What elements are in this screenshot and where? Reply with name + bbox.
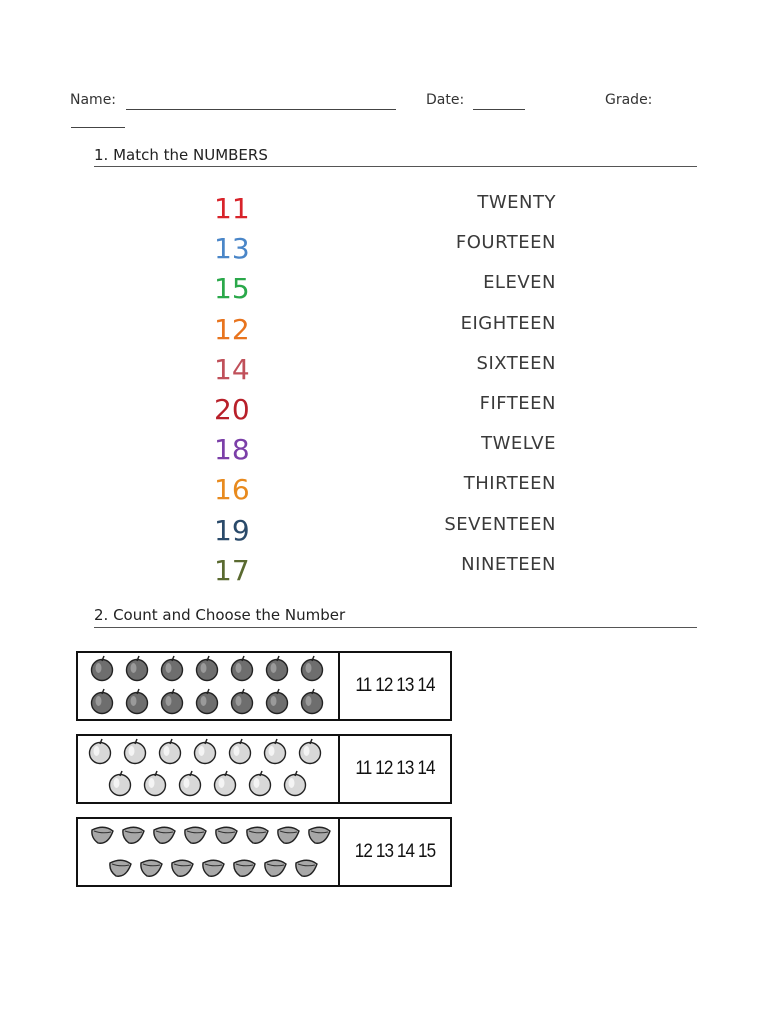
apple-icon	[230, 739, 251, 764]
word-item[interactable]: FOURTEEN	[455, 232, 556, 254]
apple-icon	[195, 739, 216, 764]
apple-icon	[250, 771, 271, 796]
apple-icon	[145, 771, 166, 796]
word-item[interactable]: THIRTEEN	[463, 473, 556, 495]
leaf-icon	[216, 827, 237, 843]
dark-apples-picture	[78, 653, 338, 719]
grade-field[interactable]	[71, 113, 125, 128]
apple-icon	[285, 771, 306, 796]
apple-icon	[232, 656, 253, 681]
number-item[interactable]: 17	[214, 553, 250, 587]
word-item[interactable]: NINETEEN	[461, 553, 556, 575]
apple-icon	[127, 656, 148, 681]
light-apples-picture	[78, 736, 338, 802]
row-divider	[338, 653, 340, 719]
row-divider	[338, 736, 340, 802]
count-row-1	[76, 651, 452, 721]
number-item[interactable]: 20	[214, 393, 250, 426]
number-item[interactable]: 15	[214, 272, 250, 306]
date-field[interactable]	[473, 95, 525, 110]
apple-icon	[92, 656, 113, 681]
section2-rule	[94, 627, 697, 628]
apple-icon	[110, 771, 131, 796]
number-item[interactable]: 14	[214, 352, 250, 386]
number-item[interactable]: 19	[214, 513, 250, 547]
number-item[interactable]: 11	[214, 192, 250, 225]
apple-icon	[215, 771, 236, 796]
word-item[interactable]: SEVENTEEN	[444, 513, 556, 535]
name-label: Name:	[70, 92, 117, 108]
leaf-icon	[247, 827, 268, 843]
leaf-icon	[265, 860, 286, 876]
word-item[interactable]: TWENTY	[477, 192, 556, 213]
apple-icon	[127, 689, 148, 714]
number-item[interactable]: 18	[214, 433, 250, 467]
grade-label: Grade:	[605, 92, 653, 108]
word-item[interactable]: ELEVEN	[483, 272, 556, 294]
leaf-icon	[296, 860, 317, 876]
word-item[interactable]: FIFTEEN	[479, 393, 556, 414]
apple-icon	[90, 739, 111, 764]
apple-icon	[160, 739, 181, 764]
apple-icon	[125, 739, 146, 764]
apple-icon	[92, 689, 113, 714]
apple-icon	[162, 656, 183, 681]
apple-icon	[300, 739, 321, 764]
leaf-icon	[309, 827, 330, 843]
section1-rule	[94, 166, 697, 167]
apple-icon	[302, 689, 323, 714]
leaf-icon	[278, 827, 299, 843]
section1-title: 1. Match the NUMBERS	[94, 146, 268, 164]
apple-icon	[197, 656, 218, 681]
apple-icon	[162, 689, 183, 714]
leaf-icon	[110, 860, 131, 876]
name-field[interactable]	[126, 95, 396, 110]
apple-icon	[232, 689, 253, 714]
apple-icon	[267, 656, 288, 681]
leaf-icon	[203, 860, 224, 876]
leaf-icon	[92, 827, 113, 843]
word-item[interactable]: SIXTEEN	[476, 352, 556, 374]
count-row-2	[76, 734, 452, 804]
number-options[interactable]: 11 12 13 14	[355, 675, 435, 696]
leaves-picture	[78, 819, 338, 885]
leaf-icon	[141, 860, 162, 876]
leaf-icon	[185, 827, 206, 843]
leaf-icon	[154, 827, 175, 843]
count-row-3	[76, 817, 452, 887]
number-item[interactable]: 13	[214, 232, 250, 266]
number-options[interactable]: 11 12 13 14	[355, 758, 435, 779]
leaf-icon	[172, 860, 193, 876]
apple-icon	[302, 656, 323, 681]
number-item[interactable]: 16	[214, 473, 250, 507]
word-item[interactable]: EIGHTEEN	[460, 312, 556, 334]
row-divider	[338, 819, 340, 885]
word-item[interactable]: TWELVE	[481, 433, 556, 455]
leaf-icon	[234, 860, 255, 876]
apple-icon	[265, 739, 286, 764]
apple-icon	[197, 689, 218, 714]
number-item[interactable]: 12	[214, 312, 250, 346]
section2-title: 2. Count and Choose the Number	[94, 606, 346, 624]
apple-icon	[180, 771, 201, 796]
date-label: Date:	[426, 92, 465, 108]
apple-icon	[267, 689, 288, 714]
leaf-icon	[123, 827, 144, 843]
number-options[interactable]: 12 13 14 15	[354, 841, 436, 862]
